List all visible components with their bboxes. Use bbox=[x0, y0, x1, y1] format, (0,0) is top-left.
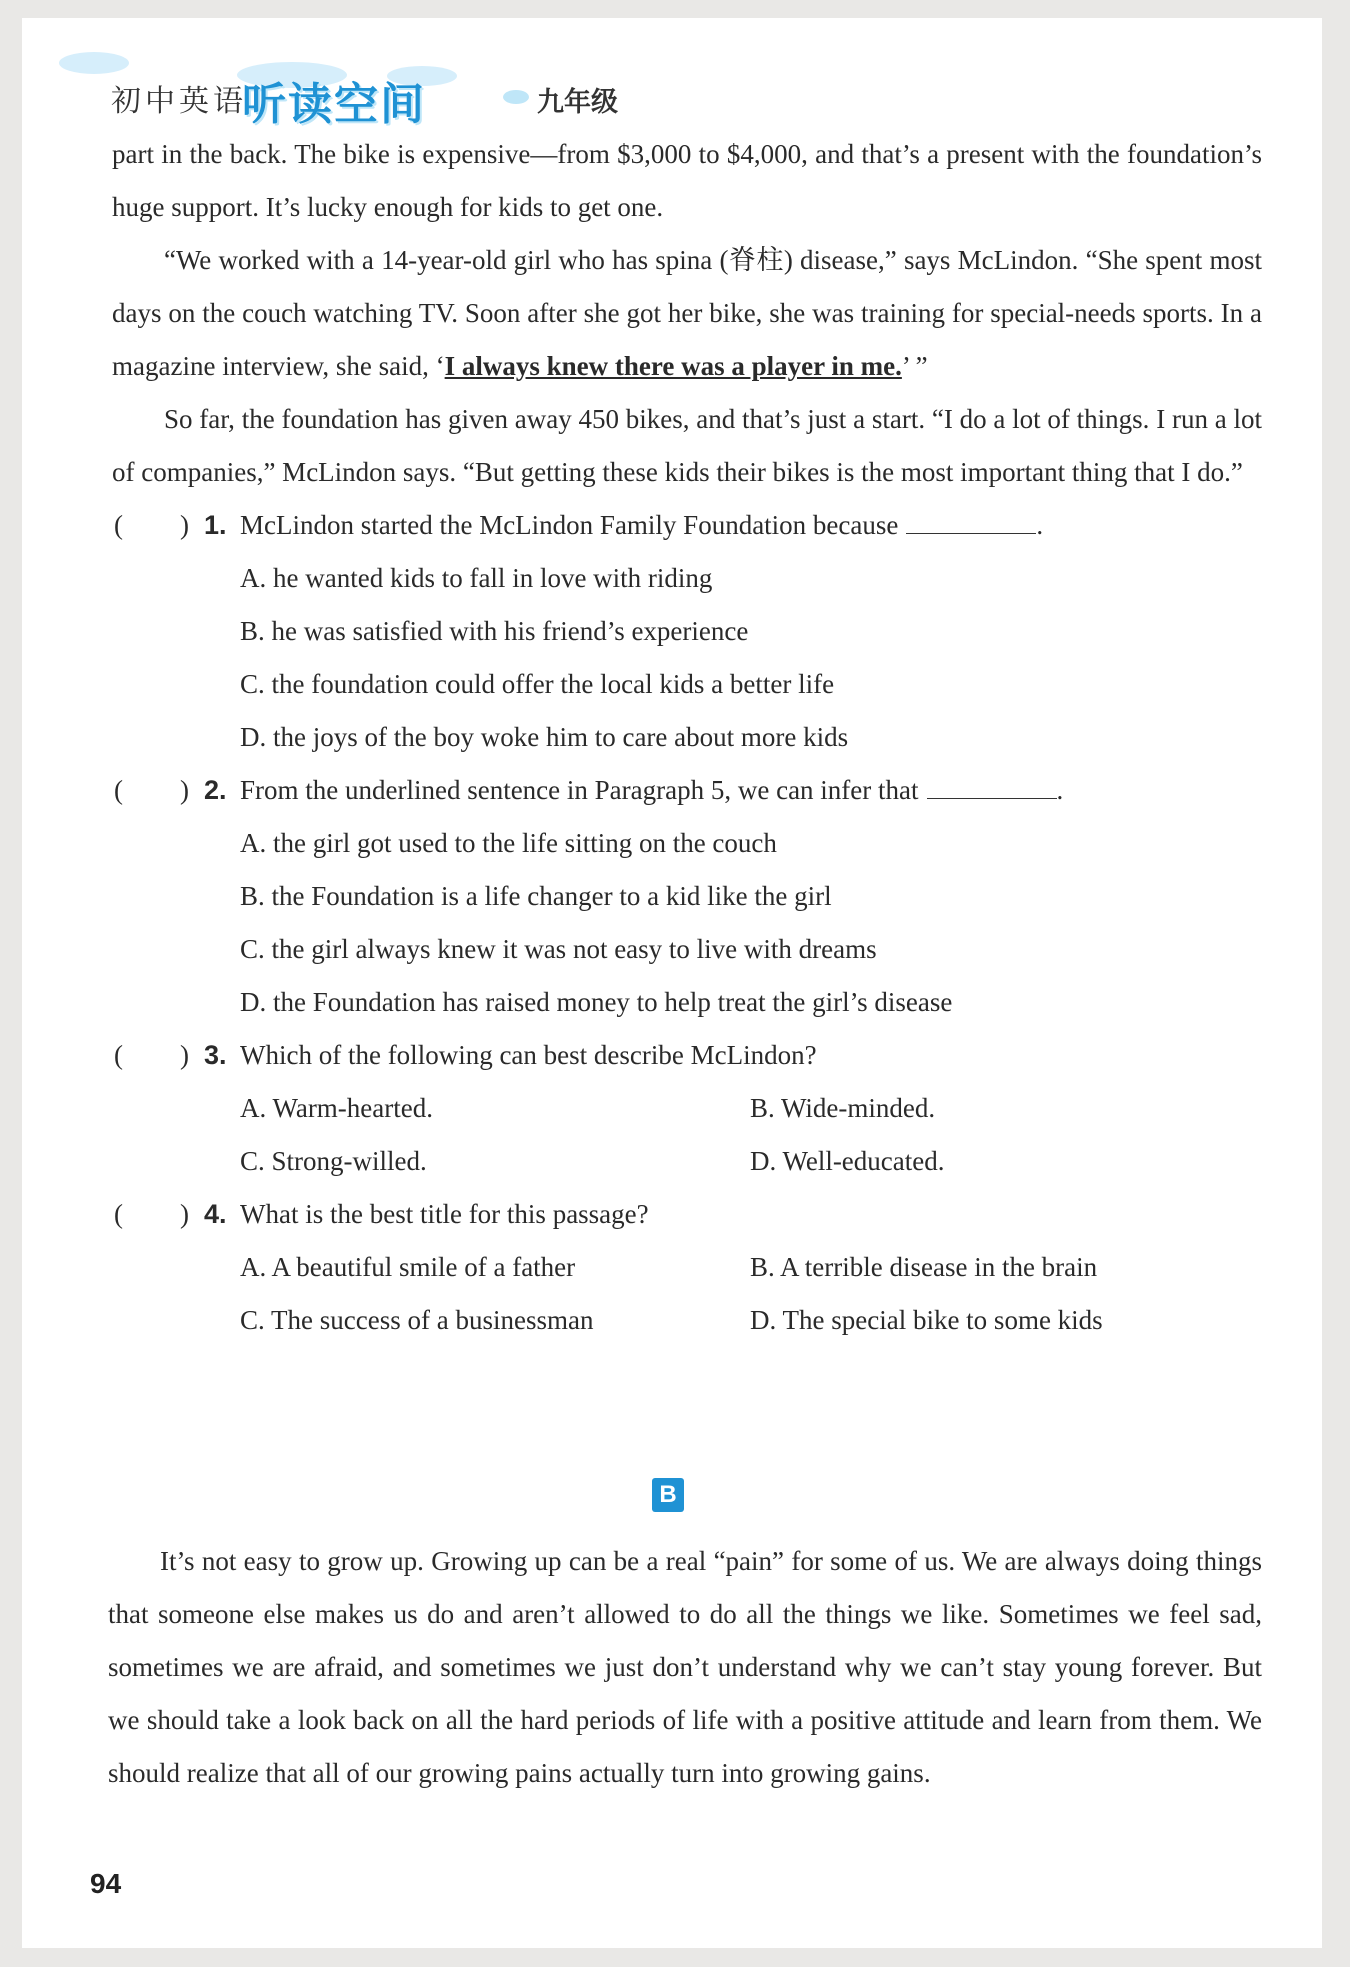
question-text: McLindon started the McLindon Family Foundation because bbox=[240, 510, 899, 540]
paragraph-text: ’ ” bbox=[901, 351, 928, 381]
passage-paragraph: So far, the foundation has given away 450 bikes, and that’s just a start. “I do a lot of things. I run a lot of companies,” McLindon says. “But getting these kids their bikes is the most important thing that I do.” bbox=[112, 404, 1262, 487]
section-b-badge: B bbox=[652, 1478, 684, 1512]
grade-label: 九年级 bbox=[537, 87, 618, 118]
cloud-decoration-icon bbox=[59, 52, 129, 74]
question-stem bbox=[112, 1029, 1262, 1082]
passage-paragraph-5 bbox=[112, 234, 1262, 393]
question-number: 4. bbox=[204, 1199, 227, 1229]
answer-blank bbox=[906, 503, 1036, 534]
question-number: 2. bbox=[204, 775, 227, 805]
question-1 bbox=[112, 499, 1262, 764]
answer-bracket-close: ) bbox=[180, 775, 189, 805]
option-d: D. the joys of the boy woke him to care about more kids bbox=[240, 722, 849, 752]
question-end: . bbox=[1036, 510, 1044, 540]
option-c: C. The success of a businessman bbox=[240, 1305, 594, 1335]
question-2 bbox=[112, 764, 1262, 1029]
option-d: D. the Foundation has raised money to help treat the girl’s disease bbox=[240, 987, 953, 1017]
answer-bracket-close: ) bbox=[180, 1040, 189, 1070]
underlined-sentence: I always knew there was a player in me. bbox=[444, 351, 902, 381]
series-title: 初中英语 bbox=[111, 84, 247, 119]
passage-b bbox=[108, 1535, 1262, 1800]
question-3 bbox=[112, 1029, 1262, 1188]
option-c: C. the girl always knew it was not easy to live with dreams bbox=[240, 934, 877, 964]
page-number: 94 bbox=[90, 1868, 122, 1899]
option-b: B. the Foundation is a life changer to a kid like the girl bbox=[240, 881, 832, 911]
passage-paragraph: It’s not easy to grow up. Growing up can be a real “pain” for some of us. We are always doing things that someone else makes us do and aren’t allowed to do all the things we like. Sometimes we feel sad, sometimes we are afraid, and sometimes we just don’t understand why we can’t stay young forever. But we should take a look back on all the hard periods of life with a positive attitude and learn from them. We should realize that all of our growing pains actually turn into growing gains. bbox=[108, 1546, 1262, 1788]
question-text: Which of the following can best describe McLindon? bbox=[240, 1040, 817, 1070]
brand-title: 听读空间 bbox=[242, 79, 426, 130]
page bbox=[22, 18, 1322, 1948]
option-c: C. Strong-willed. bbox=[240, 1146, 427, 1176]
option-a: A. Warm-hearted. bbox=[240, 1093, 433, 1123]
passage-paragraph: part in the back. The bike is expensive—from $3,000 to $4,000, and that’s a present with the foundation’s huge support. It’s lucky enough for kids to get one. bbox=[112, 139, 1262, 222]
answer-blank bbox=[927, 768, 1057, 799]
question-text: What is the best title for this passage? bbox=[240, 1199, 649, 1229]
passage-a bbox=[112, 128, 1262, 1347]
option-b: B. Wide-minded. bbox=[750, 1093, 936, 1123]
answer-bracket-open: ( bbox=[114, 1199, 123, 1229]
option-b: B. he was satisfied with his friend’s experience bbox=[240, 616, 749, 646]
answer-bracket-close: ) bbox=[180, 1199, 189, 1229]
option-row bbox=[112, 1241, 1262, 1294]
option-row bbox=[112, 1082, 1262, 1135]
option-a: A. the girl got used to the life sitting on the couch bbox=[240, 828, 777, 858]
question-end: . bbox=[1056, 775, 1064, 805]
option-row bbox=[112, 1294, 1262, 1347]
paragraph-text: “We worked with a 14-year-old girl who has spina (脊柱) disease,” says McLindon. “She spent most days on the couch watching TV. Soon after she got her bike, she was training for special-needs sports. In a magazine interview, she said, ‘ bbox=[112, 245, 1262, 381]
option-d: D. The special bike to some kids bbox=[750, 1305, 1103, 1335]
answer-bracket-close: ) bbox=[180, 510, 189, 540]
question-number: 3. bbox=[204, 1040, 227, 1070]
cloud-bullet-icon bbox=[503, 90, 529, 104]
option-a: A. A beautiful smile of a father bbox=[240, 1252, 576, 1282]
question-stem bbox=[112, 499, 1262, 552]
option-c: C. the foundation could offer the local kids a better life bbox=[240, 669, 835, 699]
question-stem bbox=[112, 1188, 1262, 1241]
answer-bracket-open: ( bbox=[114, 775, 123, 805]
question-text: From the underlined sentence in Paragraph 5, we can infer that bbox=[240, 775, 919, 805]
question-4 bbox=[112, 1188, 1262, 1347]
option-b: B. A terrible disease in the brain bbox=[750, 1252, 1098, 1282]
question-number: 1. bbox=[204, 510, 227, 540]
page-header bbox=[67, 38, 767, 128]
option-a: A. he wanted kids to fall in love with riding bbox=[240, 563, 713, 593]
question-stem bbox=[112, 764, 1262, 817]
option-row bbox=[112, 1135, 1262, 1188]
answer-bracket-open: ( bbox=[114, 510, 123, 540]
option-d: D. Well-educated. bbox=[750, 1146, 945, 1176]
answer-bracket-open: ( bbox=[114, 1040, 123, 1070]
